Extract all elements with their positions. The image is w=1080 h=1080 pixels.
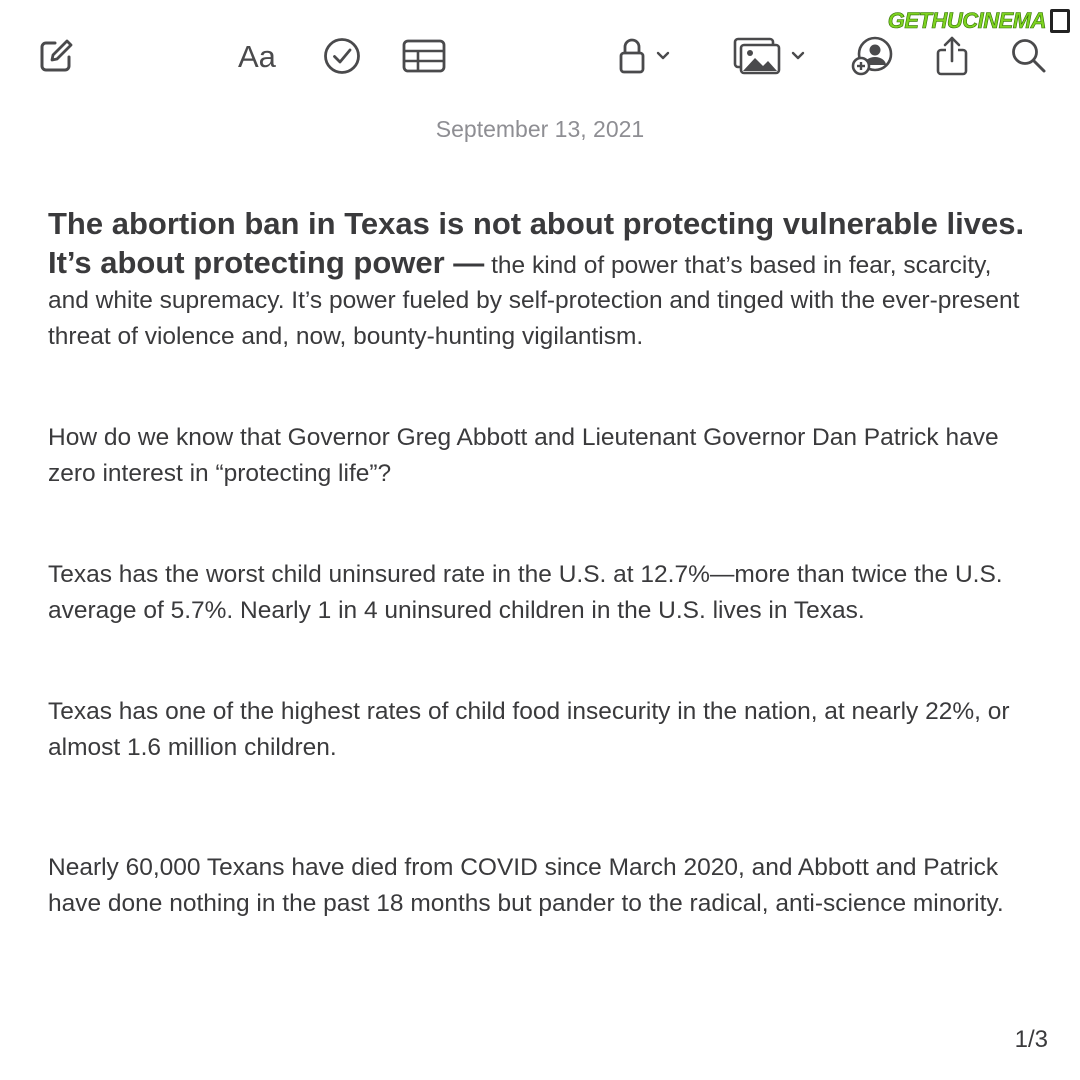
- lead-text: the kind of power that’s based in fear, scarcity, and white supremacy. It’s power fueled by self-protection and tinged with the ever-present threat of violence and, now, bounty-hunting vigilantism.: [48, 251, 1020, 350]
- lead-paragraph: [48, 206, 1038, 354]
- media-icon: [733, 37, 781, 75]
- collaborate-button[interactable]: [851, 33, 895, 79]
- share-button[interactable]: [935, 33, 969, 79]
- search-icon: [1010, 37, 1048, 75]
- checklist-icon: [323, 37, 361, 75]
- format-button[interactable]: [238, 33, 276, 79]
- page-indicator: 1/3: [1014, 1026, 1048, 1053]
- watermark-logo: [888, 6, 1070, 36]
- chevron-down-icon: [656, 51, 670, 61]
- format-label: Aa: [238, 38, 276, 74]
- lock-icon: [618, 37, 646, 75]
- paragraph: Nearly 60,000 Texans have died from COVID since March 2020, and Abbott and Patrick have done nothing in the past 18 months but pander to the radical, anti-science minority.: [48, 854, 1004, 917]
- table-icon: [402, 39, 446, 73]
- lead-heading: The abortion ban in Texas is not about protecting vulnerable lives. It’s about protecting power —: [48, 206, 1025, 280]
- paragraph: Texas has the worst child uninsured rate in the U.S. at 12.7%—more than twice the U.S. average of 5.7%. Nearly 1 in 4 uninsured children in the U.S. lives in Texas.: [48, 561, 1003, 624]
- compose-icon: [38, 38, 74, 74]
- share-icon: [935, 35, 969, 77]
- search-button[interactable]: [1010, 33, 1048, 79]
- lock-button[interactable]: [618, 33, 670, 79]
- note-body[interactable]: [48, 206, 1038, 921]
- table-button[interactable]: [402, 33, 446, 79]
- paragraph: How do we know that Governor Greg Abbott and Lieutenant Governor Dan Patrick have zero interest in “protecting life”?: [48, 424, 999, 487]
- chevron-down-icon: [791, 51, 805, 61]
- film-icon: [1050, 9, 1070, 33]
- paragraph: Texas has one of the highest rates of child food insecurity in the nation, at nearly 22%, or almost 1.6 million children.: [48, 698, 1010, 761]
- watermark-text: GETHUCINEMA: [887, 8, 1046, 33]
- media-button[interactable]: [733, 33, 805, 79]
- add-person-icon: [851, 36, 895, 76]
- note-date: September 13, 2021: [435, 116, 645, 142]
- compose-button[interactable]: [38, 33, 74, 79]
- checklist-button[interactable]: [323, 33, 361, 79]
